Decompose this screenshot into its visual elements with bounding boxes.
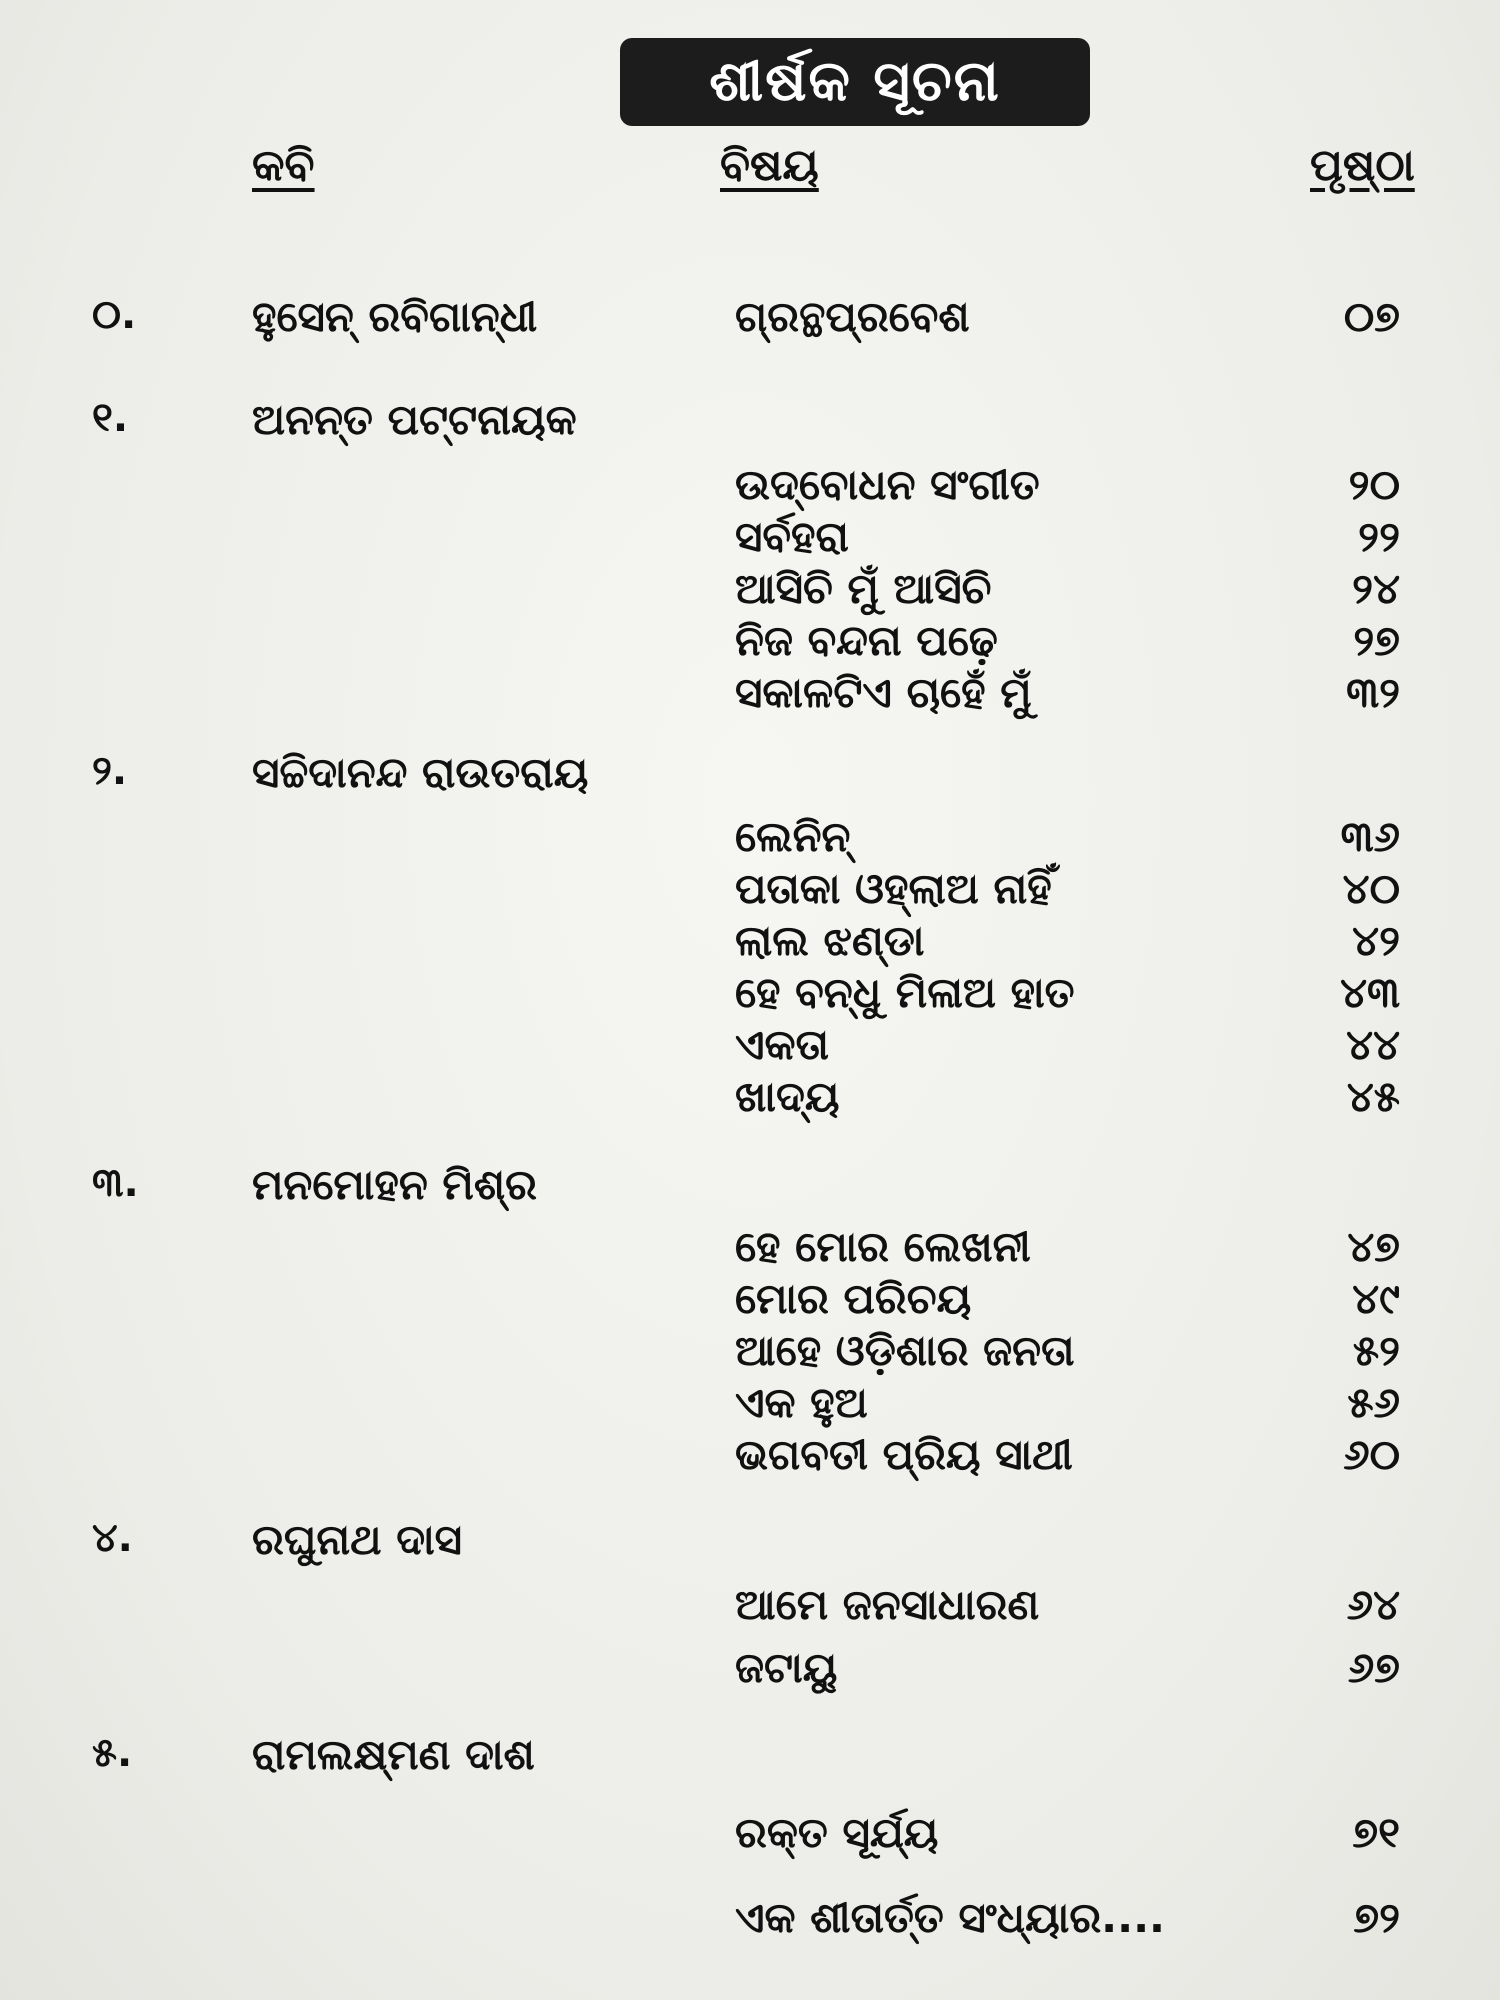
toc-entry-title: ଏକ ଶୀତାର୍ତ୍ତ ସଂଧ୍ୟାର.... [735, 1893, 1165, 1942]
toc-entry-title: ଉଦ୍‌ବୋଧନ ସଂଗୀତ [735, 460, 1040, 509]
toc-entry-page: ୪୪ [1346, 1020, 1400, 1069]
toc-entry-page: ୨୪ [1352, 564, 1400, 613]
toc-entry-title: ଲେନିନ୍ [735, 812, 851, 861]
section-number: ୨. [92, 748, 128, 794]
toc-entry-page: ୫୨ [1352, 1326, 1400, 1375]
page-heading: ଶୀର୍ଷକ ସୂଚନା [620, 38, 1090, 126]
toc-entry-page: ୭୨ [1353, 1893, 1400, 1942]
section-number: ୦. [92, 292, 137, 338]
toc-entry-page: ୨୨ [1358, 512, 1400, 561]
toc-entry-title: ଏକ ହୁଅ [735, 1378, 868, 1427]
toc-entry-page: ୬୭ [1347, 1643, 1400, 1692]
toc-entry-title: ଭଗବତୀ ପ୍ରିୟ ସାଥୀ [735, 1430, 1073, 1479]
toc-entry-page: ୩୨ [1346, 668, 1400, 717]
column-header-subject: ବିଷୟ [720, 140, 819, 191]
toc-entry-page: ୪୨ [1352, 916, 1400, 965]
toc-entry-page: ୩୬ [1340, 812, 1400, 861]
toc-entry-title: ଆସିଚି ମୁଁ ଆସିଚି [735, 564, 992, 613]
toc-entry-page: ୪୦ [1342, 864, 1400, 913]
toc-entry-page: ୬୪ [1346, 1580, 1400, 1629]
column-header-poet: କବି [252, 140, 315, 191]
toc-entry-title: ଏକତା [735, 1020, 829, 1069]
toc-entry-title: ରକ୍ତ ସୂର୍ଯ୍ୟ [735, 1808, 939, 1857]
toc-entry-title: ଜଟାୟୁ [735, 1643, 838, 1692]
toc-entry-title: ଆମେ ଜନସାଧାରଣ [735, 1580, 1040, 1629]
toc-entry-page: ୪୩ [1340, 968, 1400, 1017]
toc-entry-title: ନିଜ ବନ୍ଦନା ପଢ଼େ [735, 616, 998, 665]
toc-entry-page: ୫୬ [1347, 1378, 1400, 1427]
poet-name: ରଘୁନାଥ ଦାସ [252, 1515, 463, 1564]
section-number: ୫. [92, 1730, 133, 1776]
toc-entry-title: ପତାକା ଓହ୍ଲାଅ ନାହିଁ [735, 864, 1052, 913]
section-number: ୧. [92, 395, 129, 441]
toc-entry-title: ହେ ବନ୍ଧୁ ମିଳାଅ ହାତ [735, 968, 1075, 1017]
poet-name: ଅନନ୍ତ ପଟ୍ଟନାୟକ [252, 395, 577, 444]
poet-name: ମନମୋହନ ମିଶ୍ର [252, 1160, 537, 1209]
poet-name: ହୁସେନ୍ ରବିଗାନ୍ଧୀ [252, 292, 538, 341]
poet-name: ରାମଲକ୍ଷ୍ମଣ ଦାଶ [252, 1730, 535, 1779]
toc-entry-title: ଆହେ ଓଡ଼ିଶାର ଜନତା [735, 1326, 1075, 1375]
toc-entry-title: ସର୍ବହରା [735, 512, 849, 561]
toc-entry-page: ୨୭ [1353, 616, 1400, 665]
toc-entry-page: ୭୧ [1352, 1808, 1400, 1857]
poet-name: ସଚ୍ଚିଦାନନ୍ଦ ରାଉତରାୟ [252, 748, 589, 797]
section-number: ୪. [92, 1515, 133, 1561]
toc-entry-page: ୪୯ [1352, 1274, 1400, 1323]
toc-entry-page: ୨୦ [1348, 460, 1400, 509]
toc-entry-title: ହେ ମୋର ଲେଖନୀ [735, 1222, 1031, 1271]
toc-entry-title: ଲାଲ ଝଣ୍ଡା [735, 916, 925, 965]
toc-entry-page: ୬୦ [1343, 1430, 1400, 1479]
toc-entry-title: ମୋର ପରିଚୟ [735, 1274, 972, 1323]
toc-entry-page: ୦୭ [1343, 292, 1400, 341]
toc-entry-title: ଖାଦ୍ୟ [735, 1072, 840, 1121]
toc-entry-title: ସକାଳଟିଏ ଚାହେଁ ମୁଁ [735, 668, 1032, 717]
toc-entry-title: ଗ୍ରନ୍ଥପ୍ରବେଶ [735, 292, 970, 341]
toc-entry-page: ୪୭ [1347, 1222, 1400, 1271]
column-header-page: ପୃଷ୍ଠା [1310, 140, 1415, 191]
section-number: ୩. [92, 1160, 139, 1206]
toc-entry-page: ୪୫ [1346, 1072, 1400, 1121]
